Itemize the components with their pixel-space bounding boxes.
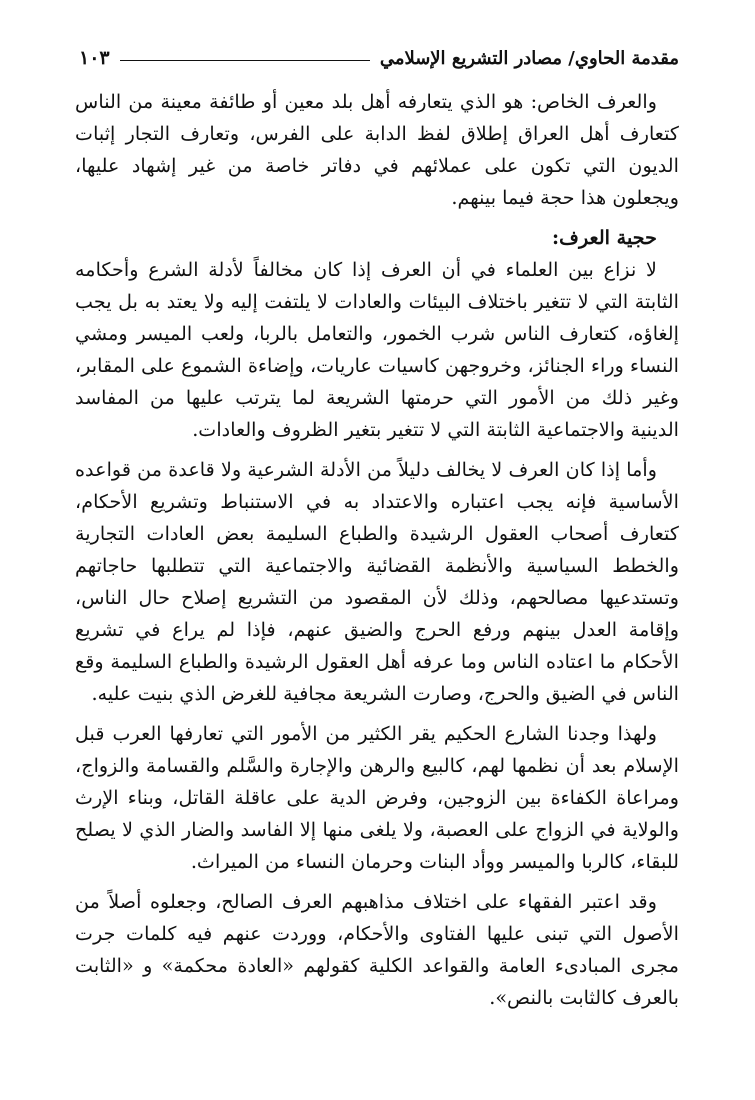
header-rule — [120, 60, 370, 61]
page-number: ١٠٣ — [79, 47, 110, 69]
paragraph-jurists-view: وقد اعتبر الفقهاء على اختلاف مذاهبهم العرف الصالح، وجعلوه أصلاً من الأصول التي تبنى عليها الفتاوى والأحكام، ووردت عنهم فيه كلمات جرت مجرى المبادىء العامة والقواعد الكلية كقولهم «العادة محكمة» و «الثابت بالعرف كالثابت بالنص». — [75, 890, 679, 1009]
paragraph-lawgiver-approval: ولهذا وجدنا الشارع الحكيم يقر الكثير من الأمور التي تعارفها العرب قبل الإسلام بعد أن نظمها لهم، كالبيع والرهن والإجارة والسَّلم والقسامة والزواج، ومراعاة الكفاءة بين الزوجين، وفرض الدية على عاقلة القاتل، وبناء الإرث والولاية في الزواج على العصبة، ولا يلغى منها إلا الفاسد والضار الذي لا يصلح للبقاء، كالربا والميسر ووأد البنات وحرمان النساء من الميراث. — [75, 722, 679, 873]
header-title: مقدمة الحاوي/ مصادر التشريع الإسلامي — [379, 47, 679, 69]
running-header — [79, 40, 679, 76]
paragraph-valid-custom: وأما إذا كان العرف لا يخالف دليلاً من الأدلة الشرعية ولا قاعدة من قواعده الأساسية فإنه يجب اعتباره والاعتداد به في الاستنباط وتشريع الأحكام، كتعارف أصحاب العقول الرشيدة والطباع السليمة بعض العادات التجارية والخطط السياسية والأنظمة القضائية والاجتماعية التي تتطلبها حاجاتهم وتستدعيها مصالحهم، وذلك لأن المقصود من التشريع إصلاح حال الناس، وإقامة العدل بينهم ورفع الحرج والضيق عنهم، فإذا لم يراع في تشريع الأحكام ما اعتاده الناس وما عرفه أهل العقول الرشيدة والطباع السليمة وقع الناس في الضيق والحرج، وصارت الشريعة مجافية للغرض الذي بنيت عليه. — [75, 458, 679, 705]
section-heading: حجية العرف: — [552, 226, 657, 249]
body-text — [75, 86, 679, 1022]
paragraph-special-custom: والعرف الخاص: هو الذي يتعارفه أهل بلد معين أو طائفة معينة من الناس كتعارف أهل العراق إطلاق لفظ الدابة على الفرس، وتعارف التجار إثبات الديون التي تكون على عملائهم في دفاتر خاصة من غير إشهاد عليها، ويجعلون هذا حجة فيما بينهم. — [75, 90, 679, 209]
paragraph-invalid-custom: لا نزاع بين العلماء في أن العرف إذا كان مخالفاً لأدلة الشرع وأحكامه الثابتة التي لا تتغير باختلاف البيئات والعادات لا يلتفت إليه ولا يعتد به بل يجب إلغاؤه، كتعارف الناس شرب الخمور، والتعامل بالربا، ولعب الميسر ومشي النساء وراء الجنائز، وخروجهن كاسيات عاريات، وإضاءة الشموع على المقابر، وغير ذلك من الأمور التي حرمتها الشريعة لما يترتب عليها من المفاسد الدينية والاجتماعية الثابتة التي لا تتغير بتغير الظروف والعادات. — [75, 258, 679, 441]
